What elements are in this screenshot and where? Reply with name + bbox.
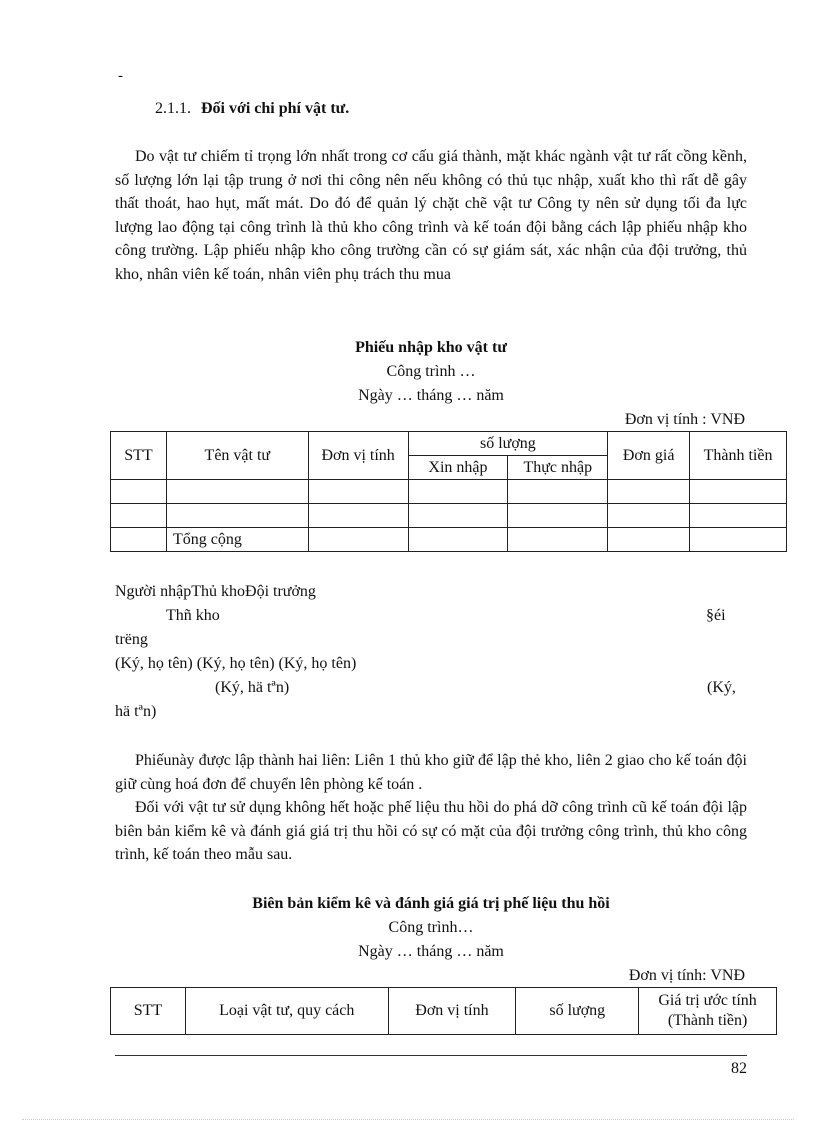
form1-title: Phiếu nhập kho vật tư: [355, 339, 507, 356]
form1-project: Công trình …: [386, 363, 476, 380]
header-uom: Đơn vị tính: [308, 432, 408, 480]
header-amount: Thành tiền: [690, 432, 787, 480]
signature-notes-garbled-left: (Ký, hä tªn): [215, 679, 290, 696]
header-stt: STT: [111, 432, 167, 480]
header-price: Đơn giá: [608, 432, 690, 480]
paragraph-intro-text: Do vật tư chiếm tỉ trọng lớn nhất trong cơ cấu giá thành, mặt khác ngành vật tư rất cồng kềnh, số lượng lớn lại tập trung ở nơi thi công nên nếu không có thủ tục nhập, xuất kho thì rất dễ gây thất thoát, hao hụt, mất mát. Do đó để quản lý chặt chẽ vật tư Công ty nên sử dụng tối đa lực lượng lao động tại công trình là thủ kho công trình và kế toán đội bằng cách lập phiếu nhập kho công trường. Lập phiếu nhập kho công trường cần có sự giám sát, xác nhận của đội trưởng, thủ kho, nhân viên kế toán, nhân viên phụ trách thu mua: [115, 148, 747, 283]
page-number: 82: [731, 1060, 747, 1077]
section-title: Đối với chi phí vật tư.: [201, 100, 350, 117]
form1-table: [110, 431, 787, 552]
list-marker: -: [118, 68, 123, 84]
paragraph-scrap-text: Đối với vật tư sử dụng không hết hoặc phế liệu thu hồi do phá dỡ công trình cũ kế toán đội lập biên bản kiểm kê và đánh giá giá trị thu hồi có sự có mặt của đội trưởng công trình, thủ kho công trình, kế toán theo mẫu sau.: [115, 799, 747, 864]
signature-garbled-right: §éi: [706, 607, 726, 624]
header-qty: số lượng: [408, 432, 608, 456]
form1-date: Ngày … tháng … năm: [358, 387, 504, 404]
form2-table: [110, 987, 777, 1035]
header-qty-act: Thực nhập: [508, 456, 608, 480]
signature-notes-garbled-wrap: hä tªn): [115, 703, 157, 720]
form2-unit: Đơn vị tính: VNĐ: [628, 967, 745, 984]
table-header-row: [111, 988, 777, 1035]
form2-title: Biên bản kiểm kê và đánh giá giá trị phế liệu thu hồi: [252, 895, 610, 912]
page-bottom-dotted-line: [22, 1119, 794, 1120]
signature-notes: (Ký, họ tên) (Ký, họ tên) (Ký, họ tên): [115, 655, 357, 672]
header-value: [639, 988, 777, 1035]
table-total-row: [111, 528, 787, 552]
header-value-line1: Giá trị ước tính: [658, 992, 757, 1009]
signature-notes-garbled-right: (Ký,: [707, 679, 736, 696]
section-number: 2.1.1.: [155, 100, 191, 117]
form2-date: Ngày … tháng … năm: [358, 943, 504, 960]
total-label: Tổng cộng: [166, 528, 308, 552]
header-stt: STT: [111, 988, 186, 1035]
paragraph-copies: [115, 749, 747, 796]
table-header-row: [111, 432, 787, 456]
table-row: [111, 480, 787, 504]
header-qty: số lượng: [516, 988, 639, 1035]
section-heading: [155, 100, 349, 118]
form2-project: Công trình…: [388, 919, 474, 936]
header-value-line2: (Thành tiền): [667, 1012, 748, 1029]
paragraph-intro: [115, 145, 747, 287]
header-qty-req: Xin nhập: [408, 456, 508, 480]
paragraph-scrap: [115, 796, 747, 867]
header-name: Tên vật tư: [166, 432, 308, 480]
signature-garbled-left: Thñ kho: [166, 607, 220, 624]
signature-garbled-wrap: trëng: [115, 631, 148, 648]
signature-titles: Người nhậpThủ khoĐội trưởng: [115, 583, 316, 600]
header-uom: Đơn vị tính: [388, 988, 516, 1035]
form1-unit: Đơn vị tính : VNĐ: [624, 411, 745, 428]
paragraph-copies-text: Phiếunày được lập thành hai liên: Liên 1 thủ kho giữ để lập thẻ kho, liên 2 giao cho kế toán đội giữ cùng hoá đơn để chuyển lên phòng kế toán .: [115, 752, 747, 793]
footer-rule: [115, 1055, 747, 1056]
table-row: [111, 504, 787, 528]
header-type: Loại vật tư, quy cách: [185, 988, 388, 1035]
